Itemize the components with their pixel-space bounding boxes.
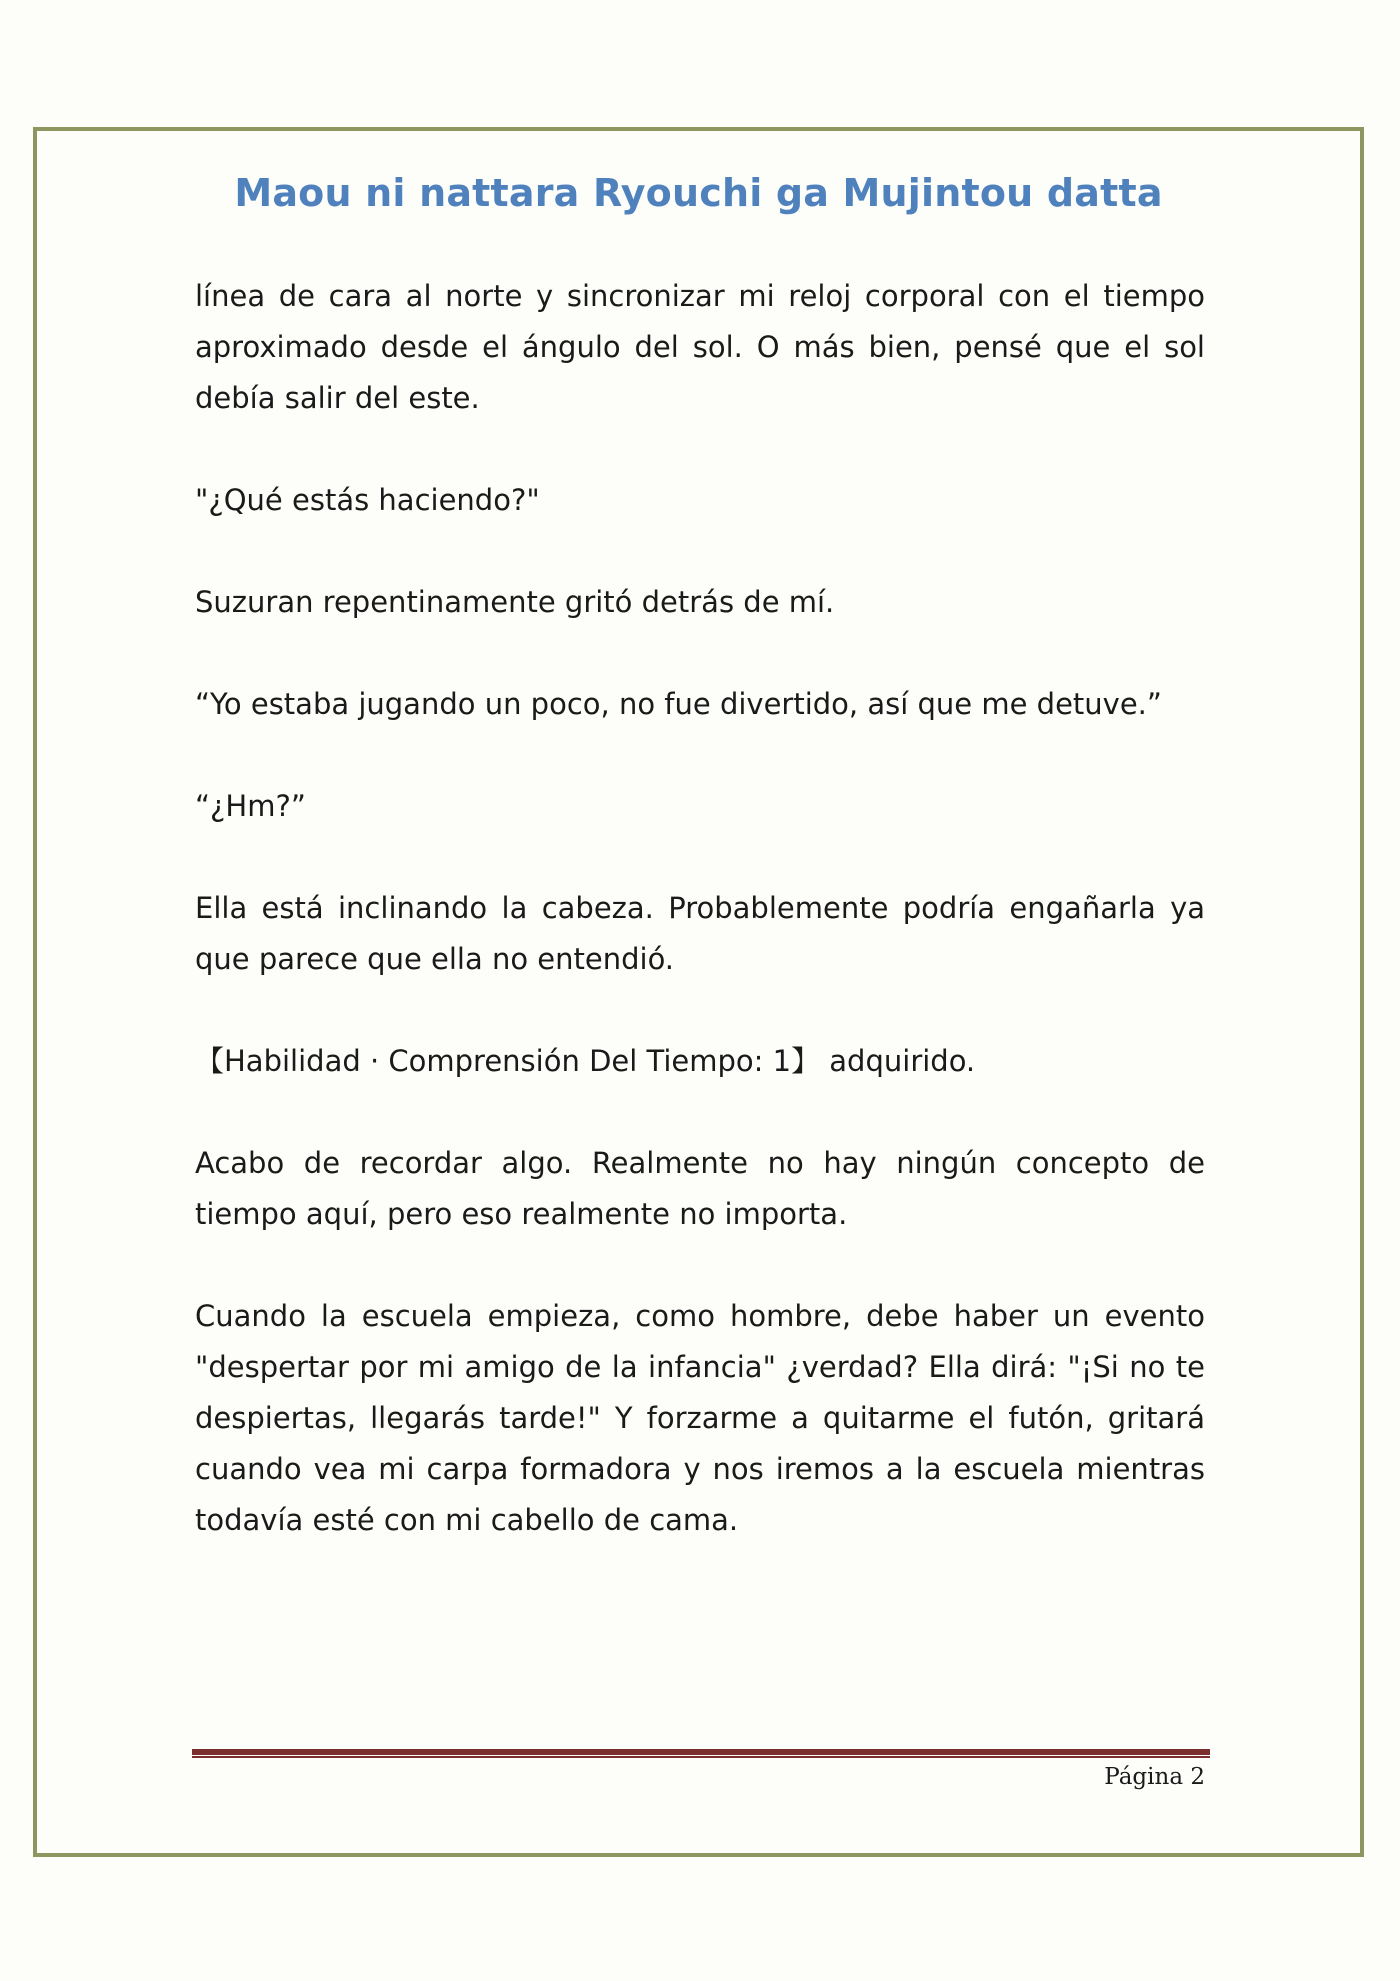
paragraph: Acabo de recordar algo. Realmente no hay ningún concepto de tiempo aquí, pero eso realmente no importa.: [195, 1146, 1205, 1231]
paragraph: “Yo estaba jugando un poco, no fue divertido, así que me detuve.”: [195, 687, 1162, 721]
footer-rule: [192, 1749, 1210, 1758]
page-frame: [33, 127, 1364, 1857]
paragraph: Cuando la escuela empieza, como hombre, debe haber un evento "despertar por mi amigo de la infancia" ¿verdad? Ella dirá: "¡Si no te despiertas, llegarás tarde!" Y forzarme a quitarme el futón, gritará cuando vea mi carpa formadora y nos iremos a la escuela mientras todavía esté con mi cabello de cama.: [195, 1299, 1205, 1537]
paragraph: Suzuran repentinamente gritó detrás de mí.: [195, 585, 835, 619]
paragraph: "¿Qué estás haciendo?": [195, 483, 540, 517]
paragraph: 【Habilidad · Comprensión Del Tiempo: 1】 adquirido.: [195, 1044, 976, 1078]
page-title: Maou ni nattara Ryouchi ga Mujintou datta: [234, 171, 1163, 215]
paragraph: línea de cara al norte y sincronizar mi reloj corporal con el tiempo aproximado desde el ángulo del sol. O más bien, pensé que el sol debía salir del este.: [195, 279, 1205, 415]
body-text: [195, 271, 1205, 1546]
paragraph: Ella está inclinando la cabeza. Probablemente podría engañarla ya que parece que ella no entendió.: [195, 891, 1205, 976]
page-number: Página 2: [1104, 1764, 1205, 1790]
paragraph: “¿Hm?”: [195, 789, 306, 823]
